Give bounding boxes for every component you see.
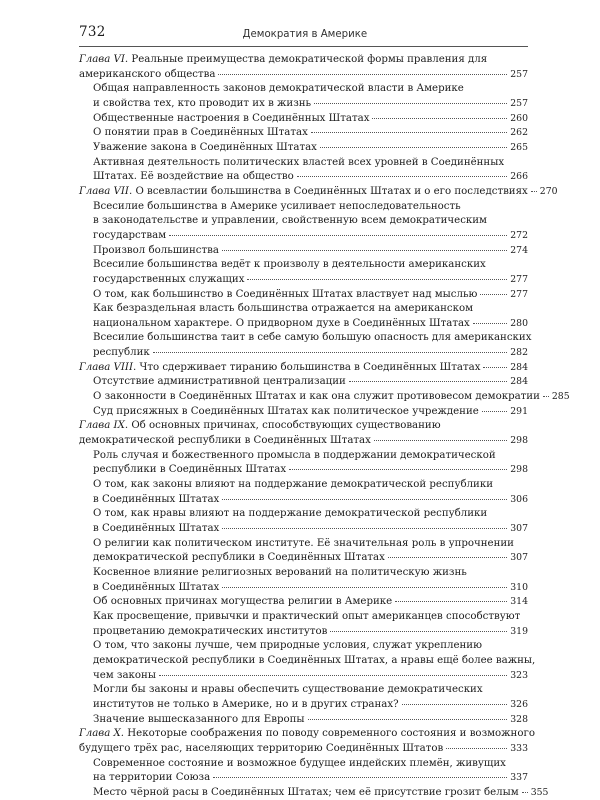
toc-entry-line (93, 654, 536, 669)
toc-entry-line (93, 405, 528, 420)
toc-entry-line (93, 757, 528, 772)
toc-section-entry[interactable] (79, 713, 528, 728)
toc-entry-line (93, 551, 528, 566)
toc-chapter-entry[interactable] (79, 419, 528, 448)
toc-entry-line (93, 258, 528, 273)
toc-section-entry[interactable] (79, 757, 528, 786)
dot-leader (543, 396, 549, 397)
entry-title-text: чем законы (93, 669, 156, 681)
page-ref: 298 (510, 464, 528, 476)
page-ref: 277 (510, 288, 528, 300)
dot-leader (330, 631, 507, 632)
toc-section-entry[interactable] (79, 244, 528, 259)
toc-entry-line (93, 214, 528, 229)
entry-title-text: О том, как нравы влияют на поддержание демократической республики (93, 508, 488, 520)
entry-title-text: на территории Союза (93, 772, 211, 784)
page-ref: 285 (551, 391, 570, 403)
dot-leader (297, 176, 508, 177)
page-ref: 306 (510, 493, 528, 505)
dot-leader (349, 381, 507, 382)
toc-entry-line (93, 97, 528, 112)
dot-leader (372, 118, 507, 119)
page-ref: 257 (510, 68, 528, 80)
toc-entry-line (93, 346, 528, 361)
entry-title-text: Значение вышесказанного для Европы (93, 713, 305, 725)
page-ref: 326 (510, 698, 528, 710)
dot-leader (531, 191, 537, 192)
entry-title-text: Общественные настроения в Соединённых Штатах (93, 112, 370, 124)
toc-entry-line (93, 639, 528, 654)
toc-entry-line (79, 68, 528, 83)
toc-section-entry[interactable] (79, 200, 528, 244)
header-rule (79, 46, 528, 47)
page-number: 732 (79, 24, 106, 40)
page-ref: 270 (539, 185, 558, 197)
page-ref: 307 (510, 552, 528, 564)
toc-entry-line (79, 727, 535, 742)
toc-section-entry[interactable] (79, 375, 528, 390)
dot-leader (247, 279, 507, 280)
toc-entry-line (93, 771, 528, 786)
dot-leader (159, 675, 507, 676)
entry-title-text: государственных служащих (93, 273, 245, 285)
entry-title-text: Реальные преимущества демократической формы правления для (131, 54, 488, 65)
toc-entry-line (93, 698, 528, 713)
dot-leader (483, 367, 507, 368)
toc-entry-line (79, 434, 528, 449)
dot-leader (374, 440, 507, 441)
entry-title-text: в Соединённых Штатах (93, 581, 220, 593)
toc-section-entry[interactable] (79, 478, 528, 507)
page-ref: 328 (510, 713, 528, 725)
entry-title-text: Об основных причинах, способствующих существованию (131, 420, 441, 432)
toc-entry-line (79, 419, 528, 434)
toc-section-entry[interactable] (79, 566, 528, 595)
entry-title-text: в законодательстве и управлении, свойственную всем демократическим (93, 215, 487, 227)
toc-section-entry[interactable] (79, 449, 528, 478)
page-ref: 272 (510, 229, 528, 241)
toc-entry-line (79, 53, 528, 68)
toc-entry-line (93, 507, 528, 522)
dot-leader (314, 103, 507, 104)
toc-section-entry[interactable] (79, 112, 528, 127)
toc-entry-line (93, 683, 528, 698)
entry-title-text: Всесилие большинства в Америке усиливает непоследовательность (93, 200, 461, 212)
toc-chapter-entry[interactable] (79, 727, 535, 756)
toc-entry-line (93, 595, 528, 610)
toc-chapter-entry[interactable] (79, 361, 528, 376)
entry-title-text: Некоторые соображения по поводу современного состояния и возможного (127, 728, 535, 740)
toc-entry-line (93, 141, 528, 156)
dot-leader (218, 74, 507, 75)
entry-title-text: институтов не только в Америке, но и в других странах? (93, 698, 399, 710)
toc-entry-line (93, 390, 570, 405)
toc-section-entry[interactable] (79, 331, 532, 360)
toc-section-entry[interactable] (79, 302, 528, 331)
page-ref: 284 (510, 361, 528, 373)
entry-title-text: О всевластии большинства в Соединённых Штатах и о его последствиях (135, 185, 528, 197)
toc-entry-line (93, 493, 528, 508)
entry-title-text: Отсутствие административной централизации (93, 376, 346, 388)
toc-entry-line (93, 126, 528, 141)
toc-chapter-entry[interactable] (79, 185, 558, 200)
toc-entry-line (79, 185, 558, 200)
page-ref: 314 (510, 596, 528, 608)
entry-title-text: Об основных причинах могущества религии в Америке (93, 596, 393, 608)
toc-entry-line (79, 361, 528, 376)
toc-entry-line (93, 449, 528, 464)
page-ref: 266 (510, 171, 528, 183)
dot-leader (169, 235, 507, 236)
page-header (79, 20, 528, 40)
entry-title-text: демократической республики в Соединённых Штатах, а нравы ещё более важны, (93, 654, 536, 666)
page-ref: 257 (510, 97, 528, 109)
toc-section-entry[interactable] (79, 288, 528, 303)
entry-title-text: процветанию демократических институтов (93, 625, 328, 637)
entry-title-text: Могли бы законы и нравы обеспечить существование демократических (93, 684, 483, 696)
dot-leader (222, 587, 507, 588)
toc-entry-line (93, 82, 528, 97)
entry-title-text: Косвенное влияние религиозных верований на политическую жизнь (93, 566, 467, 578)
dot-leader (311, 132, 507, 133)
toc-entry-line (93, 463, 528, 478)
dot-leader (522, 792, 528, 793)
toc-entry-line (93, 273, 528, 288)
entry-title-text: Что сдерживает тиранию большинства в Соединённых Штатах (139, 361, 481, 373)
entry-title-text: Штатах. Её воздействие на общество (93, 171, 294, 183)
page-ref: 337 (510, 772, 528, 784)
entry-title-text: будущего трёх рас, населяющих территорию Соединённых Штатов (79, 742, 444, 754)
entry-title-text: О религии как политическом институте. Её значительная роль в упрочнении (93, 537, 514, 549)
page-ref: 265 (510, 141, 528, 153)
entry-title-text: и свойства тех, кто проводит их в жизнь (93, 97, 312, 109)
page-ref: 260 (510, 112, 528, 124)
page-ref: 323 (510, 669, 528, 681)
page-ref: 262 (510, 127, 528, 139)
entry-title-text: в Соединённых Штатах (93, 493, 220, 505)
dot-leader (222, 499, 507, 500)
toc-entry-line (93, 713, 528, 728)
toc-entry-line (93, 288, 528, 303)
chapter-label: Глава VIII. (79, 361, 137, 373)
entry-title-text: Общая направленность законов демократической власти в Америке (93, 83, 464, 95)
toc-chapter-entry[interactable] (79, 53, 528, 82)
toc-entry-line (79, 742, 528, 757)
page-ref: 282 (510, 347, 528, 359)
page-ref: 307 (510, 523, 528, 534)
entry-title-text: демократической республики в Соединённых Штатах (79, 435, 371, 447)
dot-leader (308, 719, 508, 720)
toc-section-entry[interactable] (79, 610, 528, 639)
entry-title-text: Как просвещение, привычки и практический опыт американцев способствуют (93, 610, 521, 622)
entry-title-text: Активная деятельность политических властей всех уровней в Соединённых (93, 156, 505, 168)
entry-title-text: О том, как законы влияют на поддержание демократической республики (93, 479, 493, 491)
toc-entry-line (93, 669, 528, 684)
page-ref: 355 (530, 786, 549, 798)
toc-section-entry[interactable] (79, 537, 528, 566)
toc-entry-line (93, 200, 528, 215)
toc-entry-line (93, 156, 528, 171)
toc-entry-line (93, 786, 549, 800)
toc-section-entry[interactable] (79, 390, 570, 405)
dot-leader (446, 748, 507, 749)
entry-title-text: Как безраздельная власть большинства отражается на американском (93, 303, 474, 315)
toc-section-entry[interactable] (79, 258, 528, 287)
dot-leader (388, 557, 507, 558)
dot-leader (473, 323, 507, 324)
toc-section-entry[interactable] (79, 156, 528, 185)
page-ref: 277 (510, 273, 528, 285)
toc-entry-line (93, 331, 532, 346)
toc-section-entry[interactable] (79, 786, 549, 800)
chapter-label: Глава VII. (79, 185, 133, 197)
toc-entry-line (93, 317, 528, 332)
dot-leader (153, 352, 507, 353)
entry-title-text: республик (93, 347, 150, 359)
toc-entry-line (93, 302, 528, 317)
entry-title-text: О том, как большинство в Соединённых Штатах властвует над мыслью (93, 288, 478, 300)
entry-title-text: Всесилие большинства ведёт к произволу в деятельности американских (93, 259, 486, 271)
toc-section-entry[interactable] (79, 683, 528, 712)
entry-title-text: Суд присяжных в Соединённых Штатах как политическое учреждение (93, 405, 479, 417)
entry-title-text: Роль случая и божественного промысла в поддержании демократической (93, 449, 496, 461)
dot-leader (480, 294, 507, 295)
entry-title-text: Произвол большинства (93, 244, 219, 256)
page-ref: 333 (510, 742, 528, 754)
toc-entry-line (93, 229, 528, 244)
dot-leader (482, 411, 507, 412)
toc-section-entry[interactable] (79, 141, 528, 156)
toc-entry-line (93, 478, 528, 493)
toc-entry-line (93, 610, 528, 625)
toc-entry-line (93, 522, 528, 537)
chapter-label: Глава X. (79, 728, 125, 740)
chapter-label: Глава VI. (79, 54, 129, 65)
page-ref: 298 (510, 435, 528, 447)
toc-section-entry[interactable] (79, 126, 528, 141)
dot-leader (222, 250, 507, 251)
page-ref: 284 (510, 376, 528, 388)
entry-title-text: государствам (93, 229, 167, 241)
entry-title-text: демократической республики в Соединённых Штатах (93, 552, 385, 564)
entry-title-text: в Соединённых Штатах (93, 523, 220, 534)
entry-title-text: американского общества (79, 68, 216, 80)
toc-section-entry[interactable] (79, 639, 536, 683)
entry-title-text: Всесилие большинства таит в себе самую большую опасность для американских (93, 332, 532, 344)
toc-entry-line (93, 581, 528, 596)
dot-leader (402, 704, 508, 705)
toc-section-entry[interactable] (79, 82, 528, 111)
entry-title-text: Уважение закона в Соединённых Штатах (93, 141, 317, 153)
page-ref: 274 (510, 244, 528, 256)
dot-leader (320, 147, 507, 148)
toc-entry-line (93, 625, 528, 640)
toc-entry-line (93, 112, 528, 127)
page-ref: 319 (510, 625, 528, 637)
toc-entry-line (93, 170, 528, 185)
toc-entry-line (93, 566, 528, 581)
page-ref: 291 (510, 405, 528, 417)
entry-title-text: О законности в Соединённых Штатах и как она служит противовесом демократии (93, 391, 540, 403)
entry-title-text: республики в Соединённых Штатах (93, 464, 287, 476)
entry-title-text: О том, что законы лучше, чем природные условия, служат укреплению (93, 640, 482, 652)
toc-section-entry[interactable] (79, 405, 528, 420)
toc-entry-line (93, 244, 528, 259)
dot-leader (222, 528, 507, 529)
page-ref: 310 (510, 581, 528, 593)
dot-leader (395, 601, 507, 602)
entry-title-text: Место чёрной расы в Соединённых Штатах; чем её присутствие грозит белым (93, 786, 519, 798)
dot-leader (289, 469, 507, 470)
entry-title-text: О понятии прав в Соединённых Штатах (93, 127, 308, 139)
dot-leader (213, 777, 507, 778)
chapter-label: Глава IX. (79, 420, 129, 432)
table-of-contents (79, 53, 570, 800)
toc-section-entry[interactable] (79, 507, 528, 536)
entry-title-text: национальном характере. О придворном духе в Соединённых Штатах (93, 317, 470, 329)
entry-title-text: Современное состояние и возможное будущее индейских племён, живущих (93, 757, 506, 769)
running-title: Демократия в Америке (242, 29, 368, 40)
toc-section-entry[interactable] (79, 595, 528, 610)
toc-entry-line (93, 537, 528, 552)
page-ref: 280 (510, 317, 528, 329)
toc-entry-line (93, 375, 528, 390)
